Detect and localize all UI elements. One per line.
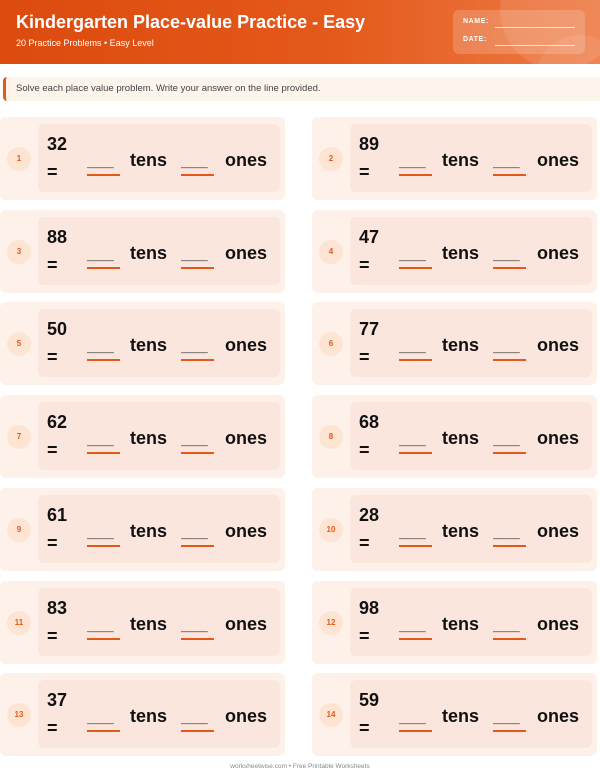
equals-sign: =: [47, 347, 58, 368]
ones-answer-blank[interactable]: ___: [181, 432, 214, 454]
problem-card: [0, 581, 285, 664]
problem-value: 59: [359, 690, 380, 711]
tens-label: tens: [442, 150, 480, 170]
ones-answer-blank[interactable]: ___: [493, 432, 526, 454]
problem-value: 47: [359, 226, 380, 247]
equals-sign: =: [359, 254, 370, 275]
tens-answer-blank[interactable]: ___: [399, 247, 432, 269]
problem-card: [0, 210, 285, 293]
ones-label: ones: [537, 150, 580, 170]
tens-label: tens: [442, 428, 480, 449]
problem-card: [312, 395, 597, 478]
problem-number-badge: 12: [319, 611, 343, 635]
tens-label: tens: [442, 613, 480, 634]
problem-box: [38, 680, 280, 748]
ones-label: ones: [225, 706, 268, 727]
ones-label: ones: [537, 335, 580, 356]
problem-value: 77: [359, 319, 380, 340]
problem-value: 89: [359, 134, 380, 154]
equals-sign: =: [47, 718, 58, 739]
instructions-banner: [3, 77, 600, 101]
problem-card: [312, 581, 597, 664]
instructions-text: Solve each place value problem. Write your answer on the line provided.: [16, 83, 321, 94]
equals-sign: =: [359, 440, 370, 461]
problem-value: 32: [47, 134, 68, 154]
ones-answer-blank[interactable]: ___: [181, 154, 214, 176]
problem-card: [0, 488, 285, 571]
problem-value: 98: [359, 597, 380, 618]
ones-answer-blank[interactable]: ___: [181, 525, 214, 547]
tens-label: tens: [130, 706, 168, 727]
ones-label: ones: [225, 335, 268, 356]
worksheet-header: [0, 0, 600, 64]
equals-sign: =: [47, 254, 58, 275]
equals-sign: =: [47, 532, 58, 553]
ones-label: ones: [537, 242, 580, 263]
ones-label: ones: [225, 613, 268, 634]
ones-answer-blank[interactable]: ___: [181, 618, 214, 640]
date-field[interactable]: [463, 36, 581, 48]
equals-sign: =: [47, 162, 58, 182]
tens-label: tens: [442, 335, 480, 356]
problem-card: [312, 117, 597, 200]
problem-value: 62: [47, 412, 68, 433]
ones-answer-blank[interactable]: ___: [181, 710, 214, 732]
tens-answer-blank[interactable]: ___: [87, 432, 120, 454]
ones-answer-blank[interactable]: ___: [493, 247, 526, 269]
problem-number-badge: 8: [319, 425, 343, 449]
problem-value: 50: [47, 319, 68, 340]
tens-answer-blank[interactable]: ___: [87, 247, 120, 269]
tens-answer-blank[interactable]: ___: [87, 339, 120, 361]
problem-box: [38, 402, 280, 470]
ones-answer-blank[interactable]: ___: [181, 339, 214, 361]
problem-box: [38, 309, 280, 377]
ones-answer-blank[interactable]: ___: [493, 710, 526, 732]
problem-card: [312, 210, 597, 293]
name-field[interactable]: [463, 18, 581, 30]
ones-label: ones: [537, 706, 580, 727]
problem-box: [350, 680, 592, 748]
ones-label: ones: [225, 242, 268, 263]
equals-sign: =: [359, 625, 370, 646]
tens-answer-blank[interactable]: ___: [399, 154, 432, 176]
date-label: DATE:: [463, 36, 487, 43]
problem-number-badge: 9: [7, 518, 31, 542]
tens-label: tens: [130, 242, 168, 263]
equals-sign: =: [359, 532, 370, 553]
tens-answer-blank[interactable]: ___: [87, 618, 120, 640]
name-date-box: [453, 10, 585, 54]
ones-label: ones: [537, 428, 580, 449]
tens-label: tens: [130, 520, 168, 541]
name-line: [495, 27, 575, 28]
tens-answer-blank[interactable]: ___: [399, 525, 432, 547]
problem-card: [312, 302, 597, 385]
ones-answer-blank[interactable]: ___: [181, 247, 214, 269]
problem-value: 28: [359, 504, 380, 525]
problem-value: 88: [47, 226, 68, 247]
problem-box: [350, 402, 592, 470]
problem-box: [38, 124, 280, 192]
problem-card: [0, 302, 285, 385]
ones-label: ones: [225, 150, 268, 170]
problem-number-badge: 10: [319, 518, 343, 542]
problem-box: [350, 588, 592, 656]
ones-answer-blank[interactable]: ___: [493, 525, 526, 547]
problem-number-badge: 6: [319, 332, 343, 356]
tens-answer-blank[interactable]: ___: [87, 154, 120, 176]
problem-number-badge: 7: [7, 425, 31, 449]
problem-value: 37: [47, 690, 68, 711]
problem-box: [350, 495, 592, 563]
problem-card: [0, 395, 285, 478]
name-label: NAME:: [463, 18, 489, 25]
tens-label: tens: [130, 150, 168, 170]
equals-sign: =: [47, 625, 58, 646]
problem-number-badge: 3: [7, 240, 31, 264]
problem-number-badge: 2: [319, 147, 343, 171]
problem-number-badge: 11: [7, 611, 31, 635]
problem-card: [312, 673, 597, 756]
problem-number-badge: 5: [7, 332, 31, 356]
equals-sign: =: [359, 718, 370, 739]
problem-number-badge: 4: [319, 240, 343, 264]
ones-label: ones: [225, 520, 268, 541]
ones-answer-blank[interactable]: ___: [493, 618, 526, 640]
tens-answer-blank[interactable]: ___: [399, 432, 432, 454]
tens-label: tens: [130, 428, 168, 449]
equals-sign: =: [47, 440, 58, 461]
tens-label: tens: [130, 335, 168, 356]
equals-sign: =: [359, 162, 370, 182]
problem-number-badge: 1: [7, 147, 31, 171]
problem-box: [38, 217, 280, 285]
problem-box: [350, 124, 592, 192]
tens-label: tens: [130, 613, 168, 634]
problem-box: [38, 588, 280, 656]
tens-label: tens: [442, 706, 480, 727]
ones-label: ones: [537, 613, 580, 634]
problem-value: 83: [47, 597, 68, 618]
problem-box: [350, 309, 592, 377]
date-line: [495, 45, 575, 46]
problem-value: 61: [47, 504, 68, 525]
problem-card: [0, 673, 285, 756]
ones-label: ones: [225, 428, 268, 449]
tens-answer-blank[interactable]: ___: [87, 525, 120, 547]
worksheet-subtitle: 20 Practice Problems • Easy Level: [16, 38, 154, 48]
tens-answer-blank[interactable]: ___: [399, 339, 432, 361]
problem-card: [312, 488, 597, 571]
tens-answer-blank[interactable]: ___: [399, 710, 432, 732]
equals-sign: =: [359, 347, 370, 368]
worksheet-title: Kindergarten Place-value Practice - Easy: [16, 12, 366, 32]
problem-card: [0, 117, 285, 200]
tens-label: tens: [442, 242, 480, 263]
ones-label: ones: [537, 520, 580, 541]
problem-box: [38, 495, 280, 563]
ones-answer-blank[interactable]: ___: [493, 154, 526, 176]
problem-number-badge: 14: [319, 703, 343, 727]
problem-box: [350, 217, 592, 285]
tens-label: tens: [442, 520, 480, 541]
ones-answer-blank[interactable]: ___: [493, 339, 526, 361]
problem-number-badge: 13: [7, 703, 31, 727]
tens-answer-blank[interactable]: ___: [87, 710, 120, 732]
footer-text: worksheetwise.com • Free Printable Worksheets: [230, 763, 370, 770]
problem-value: 68: [359, 412, 380, 433]
tens-answer-blank[interactable]: ___: [399, 618, 432, 640]
